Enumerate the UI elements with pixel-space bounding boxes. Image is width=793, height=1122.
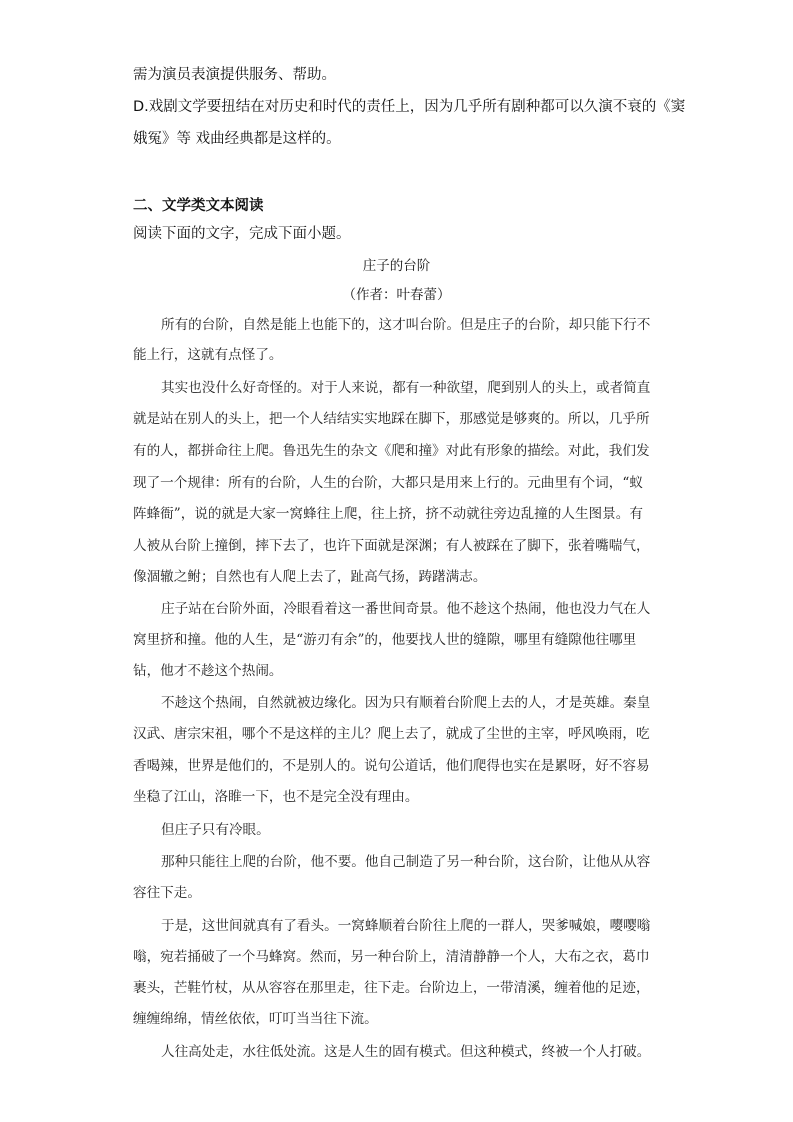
article-author: （作者：叶春蕾） (342, 287, 451, 303)
article-line: 所有的台阶，自然是能上也能下的，这才叫台阶。但是庄子的台阶，却只能下行不 (161, 317, 651, 333)
article-line: 人被从台阶上撞倒，摔下去了，也许下面就是深渊；有人被踩在了脚下，张着嘴喘气， (133, 538, 650, 554)
article-line: 能上行，这就有点怪了。 (133, 347, 283, 363)
reading-instruction: 阅读下面的文字，完成下面小题。 (133, 226, 351, 242)
article-line: 缠缠绵绵，情丝依依，叮叮当当往下流。 (133, 1011, 378, 1027)
article-line: 裹头，芒鞋竹杖，从从容容在那里走，往下走。台阶边上，一带清溪，缠着他的足迹， (133, 980, 650, 996)
article-line: 庄子站在台阶外面，冷眼看着这一番世间奇景。他不趁这个热闹，他也没力气在人 (161, 601, 651, 617)
article-line: 但庄子只有冷眼。 (161, 822, 270, 838)
question-option-d-continued: 娥冤》等 戏曲经典都是这样的。 (133, 131, 341, 147)
article-line: 有的人，都拼命往上爬。鲁迅先生的杂文《爬和撞》对此有形象的描绘。对此，我们发 (133, 443, 650, 459)
section-title: 二、文学类文本阅读 (133, 198, 264, 214)
article-line: 于是，这世间就真有了看头。一窝蜂顺着台阶往上爬的一群人，哭爹喊娘，嘤嘤嗡 (161, 918, 651, 934)
article-line: 人往高处走，水往低处流。这是人生的固有模式。但这种模式，终被一个人打破。 (161, 1044, 651, 1060)
article-line: 阵蜂衙”，说的就是大家一窝蜂往上爬，往上挤，挤不动就往旁边乱撞的人生图景。有 (133, 506, 643, 522)
question-option-d: D.戏剧文学要扭结在对历史和时代的责任上，因为几乎所有剧种都可以久演不衰的《窦 (133, 99, 686, 115)
article-line: 香喝辣，世界是他们的，不是别人的。说句公道话，他们爬得也实在是累呀，好不容易 (133, 758, 650, 774)
article-line: 像涸辙之鲋；自然也有人爬上去了，趾高气扬，踌躇满志。 (133, 569, 487, 585)
article-title: 庄子的台阶 (362, 258, 431, 274)
article-line: 其实也没什么好奇怪的。对于人来说，都有一种欲望，爬到别人的头上，或者简直 (161, 380, 651, 396)
article-line: 汉武、唐宗宋祖，哪个不是这样的主儿？爬上去了，就成了尘世的主宰，呼风唤雨，吃 (133, 726, 650, 742)
article-line: 容往下走。 (133, 885, 201, 901)
article-line: 钻，他才不趁这个热闹。 (133, 663, 283, 679)
article-line: 不趁这个热闹，自然就被边缘化。因为只有顺着台阶爬上去的人，才是英雄。秦皇 (161, 695, 651, 711)
article-line: 坐稳了江山，洛睢一下，也不是完全没有理由。 (133, 789, 419, 805)
article-line: 嗡，宛若捅破了一个马蜂窝。然而，另一种台阶上，清清静静一个人，大布之衣，葛巾 (133, 949, 650, 965)
article-line: 就是站在别人的头上，把一个人结结实实地踩在脚下，那感觉是够爽的。所以，几乎所 (133, 411, 650, 427)
question-option-c-tail: 需为演员表演提供服务、帮助。 (133, 67, 336, 83)
article-line: 那种只能往上爬的台阶，他不要。他自己制造了另一种台阶，这台阶，让他从从容 (161, 854, 651, 870)
article-line: 窝里挤和撞。他的人生，是“游刃有余”的，他要找人世的缝隙，哪里有缝隙他往哪里 (133, 632, 637, 648)
article-line: 现了一个规律：所有的台阶，人生的台阶，大都只是用来上行的。元曲里有个词，“蚁 (133, 475, 643, 491)
